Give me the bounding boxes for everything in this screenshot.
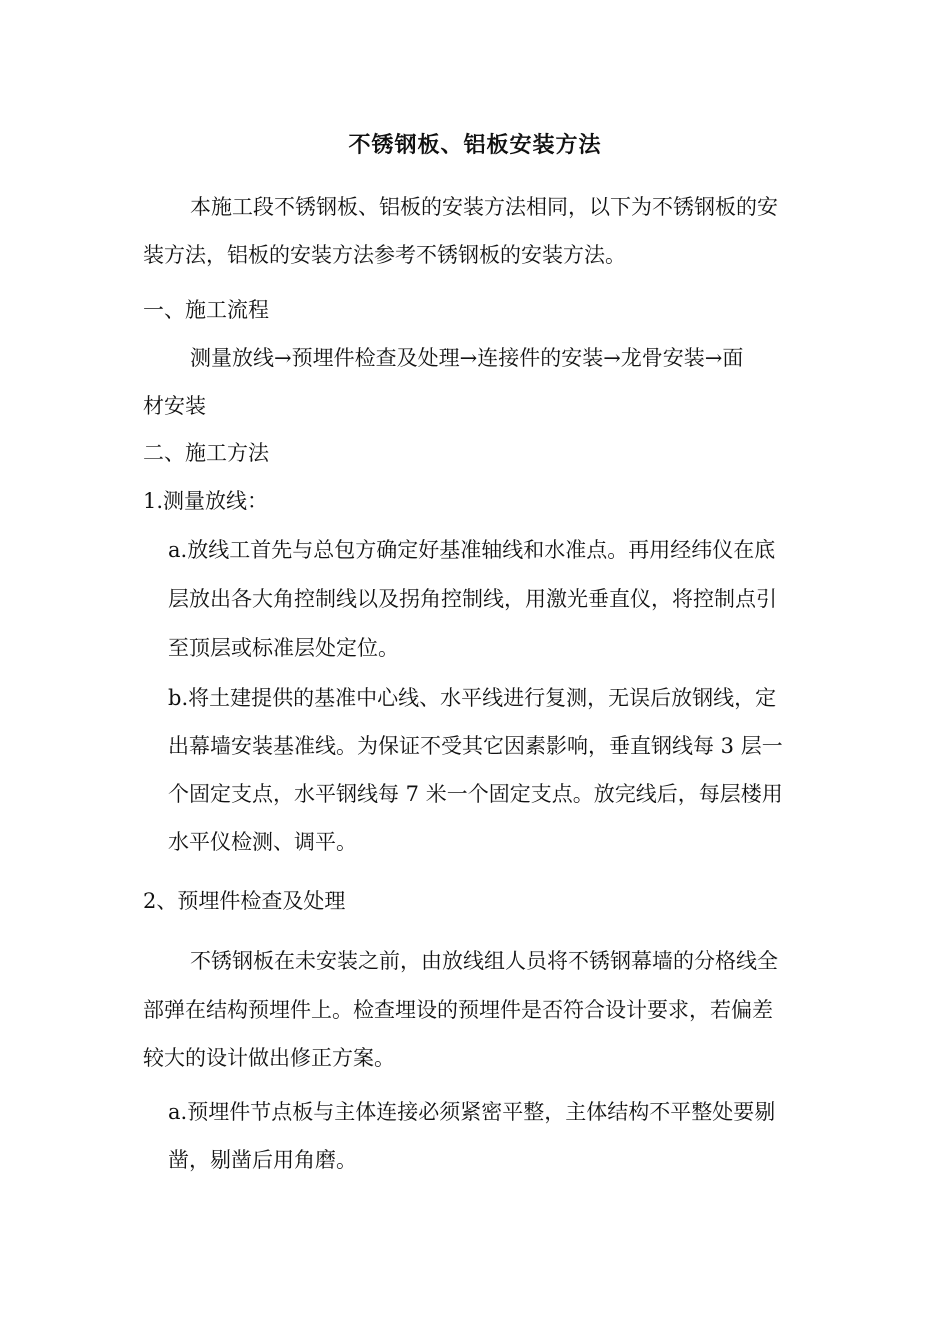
item1-b-line-3: 个固定支点，水平钢线每 7 米一个固定支点。放完线后，每层楼用 xyxy=(168,782,783,806)
section2-heading: 二、施工方法 xyxy=(143,441,269,465)
item2-a-line-1: a.预埋件节点板与主体连接必须紧密平整，主体结构不平整处要剔 xyxy=(168,1100,776,1124)
item1-a-line-2: 层放出各大角控制线以及拐角控制线，用激光垂直仪，将控制点引 xyxy=(168,587,777,611)
item2-body-line-2: 部弹在结构预埋件上。检查埋设的预埋件是否符合设计要求，若偏差 xyxy=(143,998,773,1022)
item2-body-line-1: 不锈钢板在未安装之前，由放线组人员将不锈钢幕墙的分格线全 xyxy=(190,949,778,973)
document-title: 不锈钢板、铝板安装方法 xyxy=(348,133,602,158)
intro-line-1: 本施工段不锈钢板、铝板的安装方法相同，以下为不锈钢板的安 xyxy=(190,195,778,219)
item1-heading: 1.测量放线： xyxy=(143,489,269,513)
section1-heading: 一、施工流程 xyxy=(143,298,269,322)
flow-line-2: 材安装 xyxy=(143,394,206,418)
item1-b-line-4: 水平仪检测、调平。 xyxy=(168,830,357,854)
item2-heading: 2、预埋件检查及处理 xyxy=(143,889,346,913)
item1-a-line-1: a.放线工首先与总包方确定好基准轴线和水准点。再用经纬仪在底 xyxy=(168,538,776,562)
item2-a-line-2: 凿，剔凿后用角磨。 xyxy=(168,1148,357,1172)
intro-line-2: 装方法，铝板的安装方法参考不锈钢板的安装方法。 xyxy=(143,243,626,267)
item1-a-line-3: 至顶层或标准层处定位。 xyxy=(168,636,399,660)
item2-body-line-3: 较大的设计做出修正方案。 xyxy=(143,1046,395,1070)
item1-b-line-1: b.将土建提供的基准中心线、水平线进行复测，无误后放钢线，定 xyxy=(168,686,777,710)
item1-b-line-2: 出幕墙安装基准线。为保证不受其它因素影响，垂直钢线每 3 层一 xyxy=(168,734,783,758)
flow-line-1: 测量放线→预埋件检查及处理→连接件的安装→龙骨安装→面 xyxy=(190,346,744,370)
